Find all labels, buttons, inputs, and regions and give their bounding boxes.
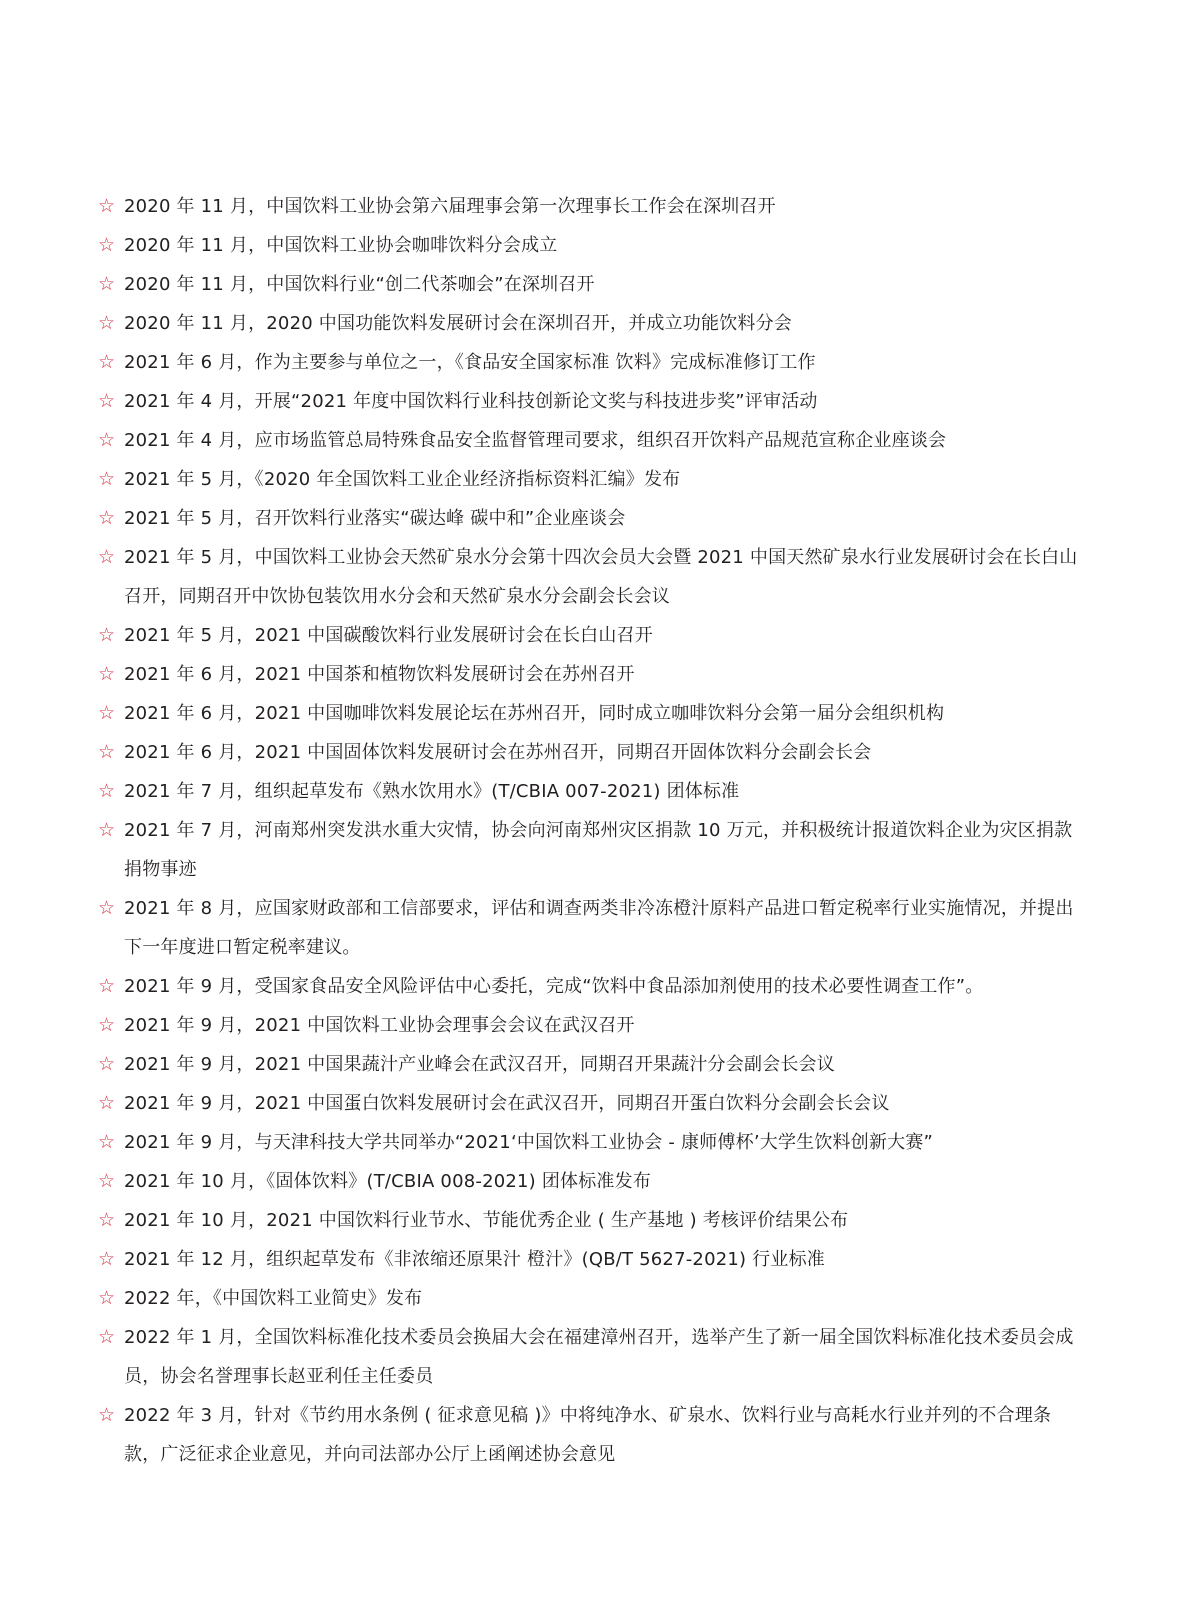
timeline-entry — [98, 538, 1083, 616]
timeline-entry-text: 2021 年 7 月，组织起草发布《熟水饮用水》(T/CBIA 007-2021) 团体标准 — [124, 781, 740, 802]
timeline-entry-text: 2021 年 8 月，应国家财政部和工信部要求，评估和调查两类非冷冻橙汁原料产品进口暂定税率行业实施情况，并提出下一年度进口暂定税率建议。 — [124, 898, 1074, 958]
star-bullet-icon: ☆ — [98, 546, 116, 568]
timeline-entry — [98, 1006, 1083, 1045]
star-bullet-icon: ☆ — [98, 741, 116, 763]
timeline-entry — [98, 187, 1083, 226]
timeline-entry — [98, 655, 1083, 694]
star-bullet-icon: ☆ — [98, 1209, 116, 1231]
star-bullet-icon: ☆ — [98, 1287, 116, 1309]
star-bullet-icon: ☆ — [98, 468, 116, 490]
timeline-entry — [98, 1396, 1083, 1474]
timeline-entry-text: 2021 年 10 月，《固体饮料》(T/CBIA 008-2021) 团体标准发布 — [124, 1171, 652, 1192]
timeline-entry-text: 2021 年 6 月，2021 中国固体饮料发展研讨会在苏州召开，同期召开固体饮料分会副会长会 — [124, 742, 872, 763]
timeline-entry — [98, 226, 1083, 265]
timeline-entry — [98, 304, 1083, 343]
timeline-entry — [98, 733, 1083, 772]
timeline-entry — [98, 1123, 1083, 1162]
timeline-entry-text: 2022 年 3 月，针对《节约用水条例 ( 征求意见稿 )》中将纯净水、矿泉水、饮料行业与高耗水行业并列的不合理条款，广泛征求企业意见，并向司法部办公厅上函阐述协会意见 — [124, 1405, 1052, 1465]
timeline-entry-text: 2021 年 9 月，2021 中国饮料工业协会理事会会议在武汉召开 — [124, 1015, 635, 1036]
star-bullet-icon: ☆ — [98, 351, 116, 373]
star-bullet-icon: ☆ — [98, 1170, 116, 1192]
star-bullet-icon: ☆ — [98, 780, 116, 802]
timeline-entry-text: 2021 年 6 月，2021 中国茶和植物饮料发展研讨会在苏州召开 — [124, 664, 635, 685]
star-bullet-icon: ☆ — [98, 1053, 116, 1075]
star-bullet-icon: ☆ — [98, 1248, 116, 1270]
timeline-entry-text: 2022 年，《中国饮料工业简史》发布 — [124, 1288, 423, 1309]
timeline-entry — [98, 811, 1083, 889]
timeline-entry — [98, 1240, 1083, 1279]
timeline-entry-text: 2020 年 11 月，2020 中国功能饮料发展研讨会在深圳召开，并成立功能饮料分会 — [124, 313, 793, 334]
timeline-entry-text: 2021 年 5 月，《2020 年全国饮料工业企业经济指标资料汇编》发布 — [124, 469, 681, 490]
star-bullet-icon: ☆ — [98, 624, 116, 646]
timeline-entry — [98, 343, 1083, 382]
timeline-entry-text: 2022 年 1 月，全国饮料标准化技术委员会换届大会在福建漳州召开，选举产生了新一届全国饮料标准化技术委员会成员，协会名誉理事长赵亚利任主任委员 — [124, 1327, 1074, 1387]
timeline-entry-text: 2021 年 6 月，作为主要参与单位之一，《食品安全国家标准 饮料》完成标准修订工作 — [124, 352, 816, 373]
star-bullet-icon: ☆ — [98, 1014, 116, 1036]
star-bullet-icon: ☆ — [98, 819, 116, 841]
timeline-entry — [98, 616, 1083, 655]
star-bullet-icon: ☆ — [98, 429, 116, 451]
timeline-entry-text: 2021 年 9 月，与天津科技大学共同举办“2021‘中国饮料工业协会 - 康师傅杯’大学生饮料创新大赛” — [124, 1132, 934, 1153]
timeline-entry-text: 2021 年 9 月，2021 中国果蔬汁产业峰会在武汉召开，同期召开果蔬汁分会副会长会议 — [124, 1054, 835, 1075]
star-bullet-icon: ☆ — [98, 390, 116, 412]
star-bullet-icon: ☆ — [98, 507, 116, 529]
star-bullet-icon: ☆ — [98, 1404, 116, 1426]
star-bullet-icon: ☆ — [98, 1326, 116, 1348]
timeline-entry-text: 2021 年 10 月，2021 中国饮料行业节水、节能优秀企业 ( 生产基地 ) 考核评价结果公布 — [124, 1210, 849, 1231]
timeline-entry-text: 2021 年 9 月，受国家食品安全风险评估中心委托，完成“饮料中食品添加剂使用的技术必要性调查工作”。 — [124, 976, 984, 997]
timeline-entry — [98, 421, 1083, 460]
timeline-entry — [98, 772, 1083, 811]
star-bullet-icon: ☆ — [98, 273, 116, 295]
timeline-entry — [98, 967, 1083, 1006]
timeline-entry-text: 2021 年 6 月，2021 中国咖啡饮料发展论坛在苏州召开，同时成立咖啡饮料分会第一届分会组织机构 — [124, 703, 945, 724]
timeline-entry — [98, 1201, 1083, 1240]
star-bullet-icon: ☆ — [98, 312, 116, 334]
timeline-entry-text: 2021 年 9 月，2021 中国蛋白饮料发展研讨会在武汉召开，同期召开蛋白饮料分会副会长会议 — [124, 1093, 890, 1114]
star-bullet-icon: ☆ — [98, 234, 116, 256]
star-bullet-icon: ☆ — [98, 702, 116, 724]
star-bullet-icon: ☆ — [98, 897, 116, 919]
star-bullet-icon: ☆ — [98, 663, 116, 685]
timeline-entry — [98, 1318, 1083, 1396]
timeline-entry — [98, 499, 1083, 538]
timeline-entry-text: 2021 年 7 月，河南郑州突发洪水重大灾情，协会向河南郑州灾区捐款 10 万元，并积极统计报道饮料企业为灾区捐款捐物事迹 — [124, 820, 1073, 880]
star-bullet-icon: ☆ — [98, 975, 116, 997]
timeline-entry — [98, 1162, 1083, 1201]
timeline-entry — [98, 694, 1083, 733]
timeline-entry-text: 2021 年 12 月，组织起草发布《非浓缩还原果汁 橙汁》(QB/T 5627-2021) 行业标准 — [124, 1249, 825, 1270]
timeline-entry-text: 2021 年 4 月，开展“2021 年度中国饮料行业科技创新论文奖与科技进步奖”评审活动 — [124, 391, 818, 412]
timeline-entry-text: 2020 年 11 月，中国饮料行业“创二代茶咖会”在深圳召开 — [124, 274, 595, 295]
timeline-entry-text: 2021 年 5 月，召开饮料行业落实“碳达峰 碳中和”企业座谈会 — [124, 508, 626, 529]
timeline-entry — [98, 1279, 1083, 1318]
star-bullet-icon: ☆ — [98, 1131, 116, 1153]
timeline-entry — [98, 889, 1083, 967]
star-bullet-icon: ☆ — [98, 195, 116, 217]
timeline-entry — [98, 265, 1083, 304]
timeline-entry — [98, 382, 1083, 421]
timeline-entry-text: 2021 年 4 月，应市场监管总局特殊食品安全监督管理司要求，组织召开饮料产品规范宣称企业座谈会 — [124, 430, 947, 451]
timeline-entry-text: 2021 年 5 月，中国饮料工业协会天然矿泉水分会第十四次会员大会暨 2021 中国天然矿泉水行业发展研讨会在长白山召开，同期召开中饮协包装饮用水分会和天然矿泉水分会副会长会议 — [124, 547, 1078, 607]
timeline-entry — [98, 1045, 1083, 1084]
timeline-entry — [98, 460, 1083, 499]
star-bullet-icon: ☆ — [98, 1092, 116, 1114]
timeline-entry-text: 2020 年 11 月，中国饮料工业协会咖啡饮料分会成立 — [124, 235, 558, 256]
event-timeline-list — [98, 187, 1083, 1474]
timeline-entry-text: 2020 年 11 月，中国饮料工业协会第六届理事会第一次理事长工作会在深圳召开 — [124, 196, 776, 217]
timeline-entry — [98, 1084, 1083, 1123]
timeline-entry-text: 2021 年 5 月，2021 中国碳酸饮料行业发展研讨会在长白山召开 — [124, 625, 653, 646]
